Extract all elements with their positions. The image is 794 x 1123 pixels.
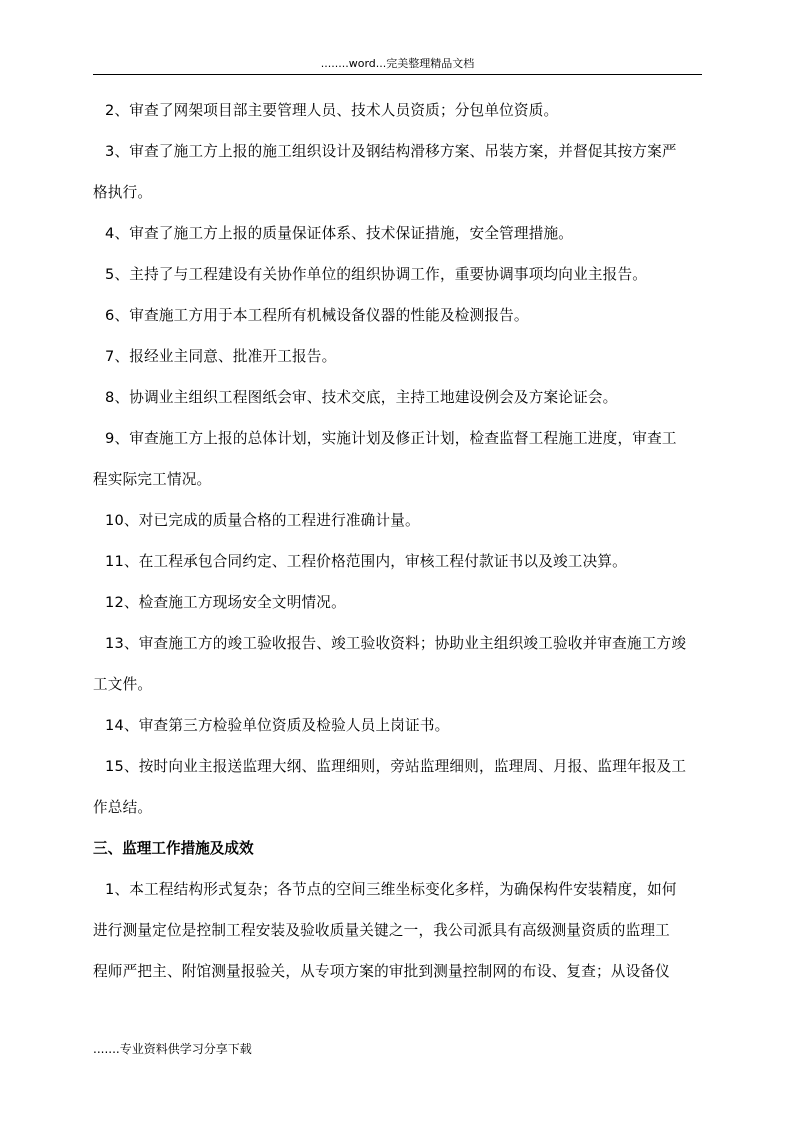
paragraph [93, 142, 705, 203]
paragraph-line: 6、审查施工方用于本工程所有机械设备仪器的性能及检测报告。 [105, 307, 529, 324]
paragraph-line: 格执行。 [93, 184, 153, 201]
paragraph [93, 101, 705, 121]
paragraph-line: 程师严把主、附馆测量报验关，从专项方案的审批到测量控制网的布设、复查；从设备仪 [93, 963, 670, 980]
paragraph [93, 552, 705, 572]
paragraph-list [93, 101, 705, 818]
paragraph-line: 13、审查施工方的竣工验收报告、竣工验收资料；协助业主组织竣工验收并审查施工方竣 [105, 635, 687, 652]
paragraph [93, 388, 705, 408]
paragraph-line: 4、审查了施工方上报的质量保证体系、技术保证措施，安全管理措施。 [105, 225, 574, 242]
paragraph [93, 511, 705, 531]
header-text: ........word...完美整理精品文档 [320, 57, 475, 70]
paragraph-line: 11、在工程承包合同约定、工程价格范围内，审核工程付款证书以及竣工决算。 [105, 553, 627, 570]
paragraph-line: 7、报经业主同意、批准开工报告。 [105, 348, 337, 365]
paragraph [93, 429, 705, 490]
paragraph-line: 12、检查施工方现场安全文明情况。 [105, 594, 346, 611]
paragraph-line: 3、审查了施工方上报的施工组织设计及钢结构滑移方案、吊装方案，并督促其按方案严 [105, 143, 677, 160]
paragraph-line: 14、审查第三方检验单位资质及检验人员上岗证书。 [105, 717, 450, 734]
paragraph-line: 2、审查了网架项目部主要管理人员、技术人员资质；分包单位资质。 [105, 102, 559, 119]
paragraph-line: 8、协调业主组织工程图纸会审、技术交底，主持工地建设例会及方案论证会。 [105, 389, 618, 406]
paragraph-line: 程实际完工情况。 [93, 471, 212, 488]
paragraph [93, 306, 705, 326]
footer-text: .......专业资料供学习分享下载 [93, 1042, 252, 1056]
paragraph-line: 工文件。 [93, 676, 153, 693]
paragraph-line: 10、对已完成的质量合格的工程进行准确计量。 [105, 512, 420, 529]
page-header [93, 56, 702, 75]
paragraph-line: 15、按时向业主报送监理大纲、监理细则，旁站监理细则，监理周、月报、监理年报及工 [105, 758, 687, 775]
paragraph [93, 593, 705, 613]
paragraph-line: 1、本工程结构形式复杂；各节点的空间三维坐标变化多样，为确保构件安装精度，如何 [105, 881, 677, 898]
paragraph [93, 347, 705, 367]
paragraph [93, 634, 705, 695]
page-footer [93, 1041, 252, 1057]
paragraph-line: 进行测量定位是控制工程安装及验收质量关键之一，我公司派具有高级测量资质的监理工 [93, 922, 670, 939]
document-body [93, 101, 705, 1003]
section-heading: 三、监理工作措施及成效 [93, 840, 254, 857]
paragraph [93, 880, 705, 982]
paragraph [93, 265, 705, 285]
paragraph [93, 757, 705, 818]
paragraph-line: 作总结。 [93, 799, 153, 816]
section-paragraph-list [93, 880, 705, 982]
paragraph-line: 9、审查施工方上报的总体计划，实施计划及修正计划，检查监督工程施工进度，审查工 [105, 430, 677, 447]
paragraph [93, 224, 705, 244]
paragraph-line: 5、主持了与工程建设有关协作单位的组织协调工作，重要协调事项均向业主报告。 [105, 266, 648, 283]
paragraph [93, 716, 705, 736]
